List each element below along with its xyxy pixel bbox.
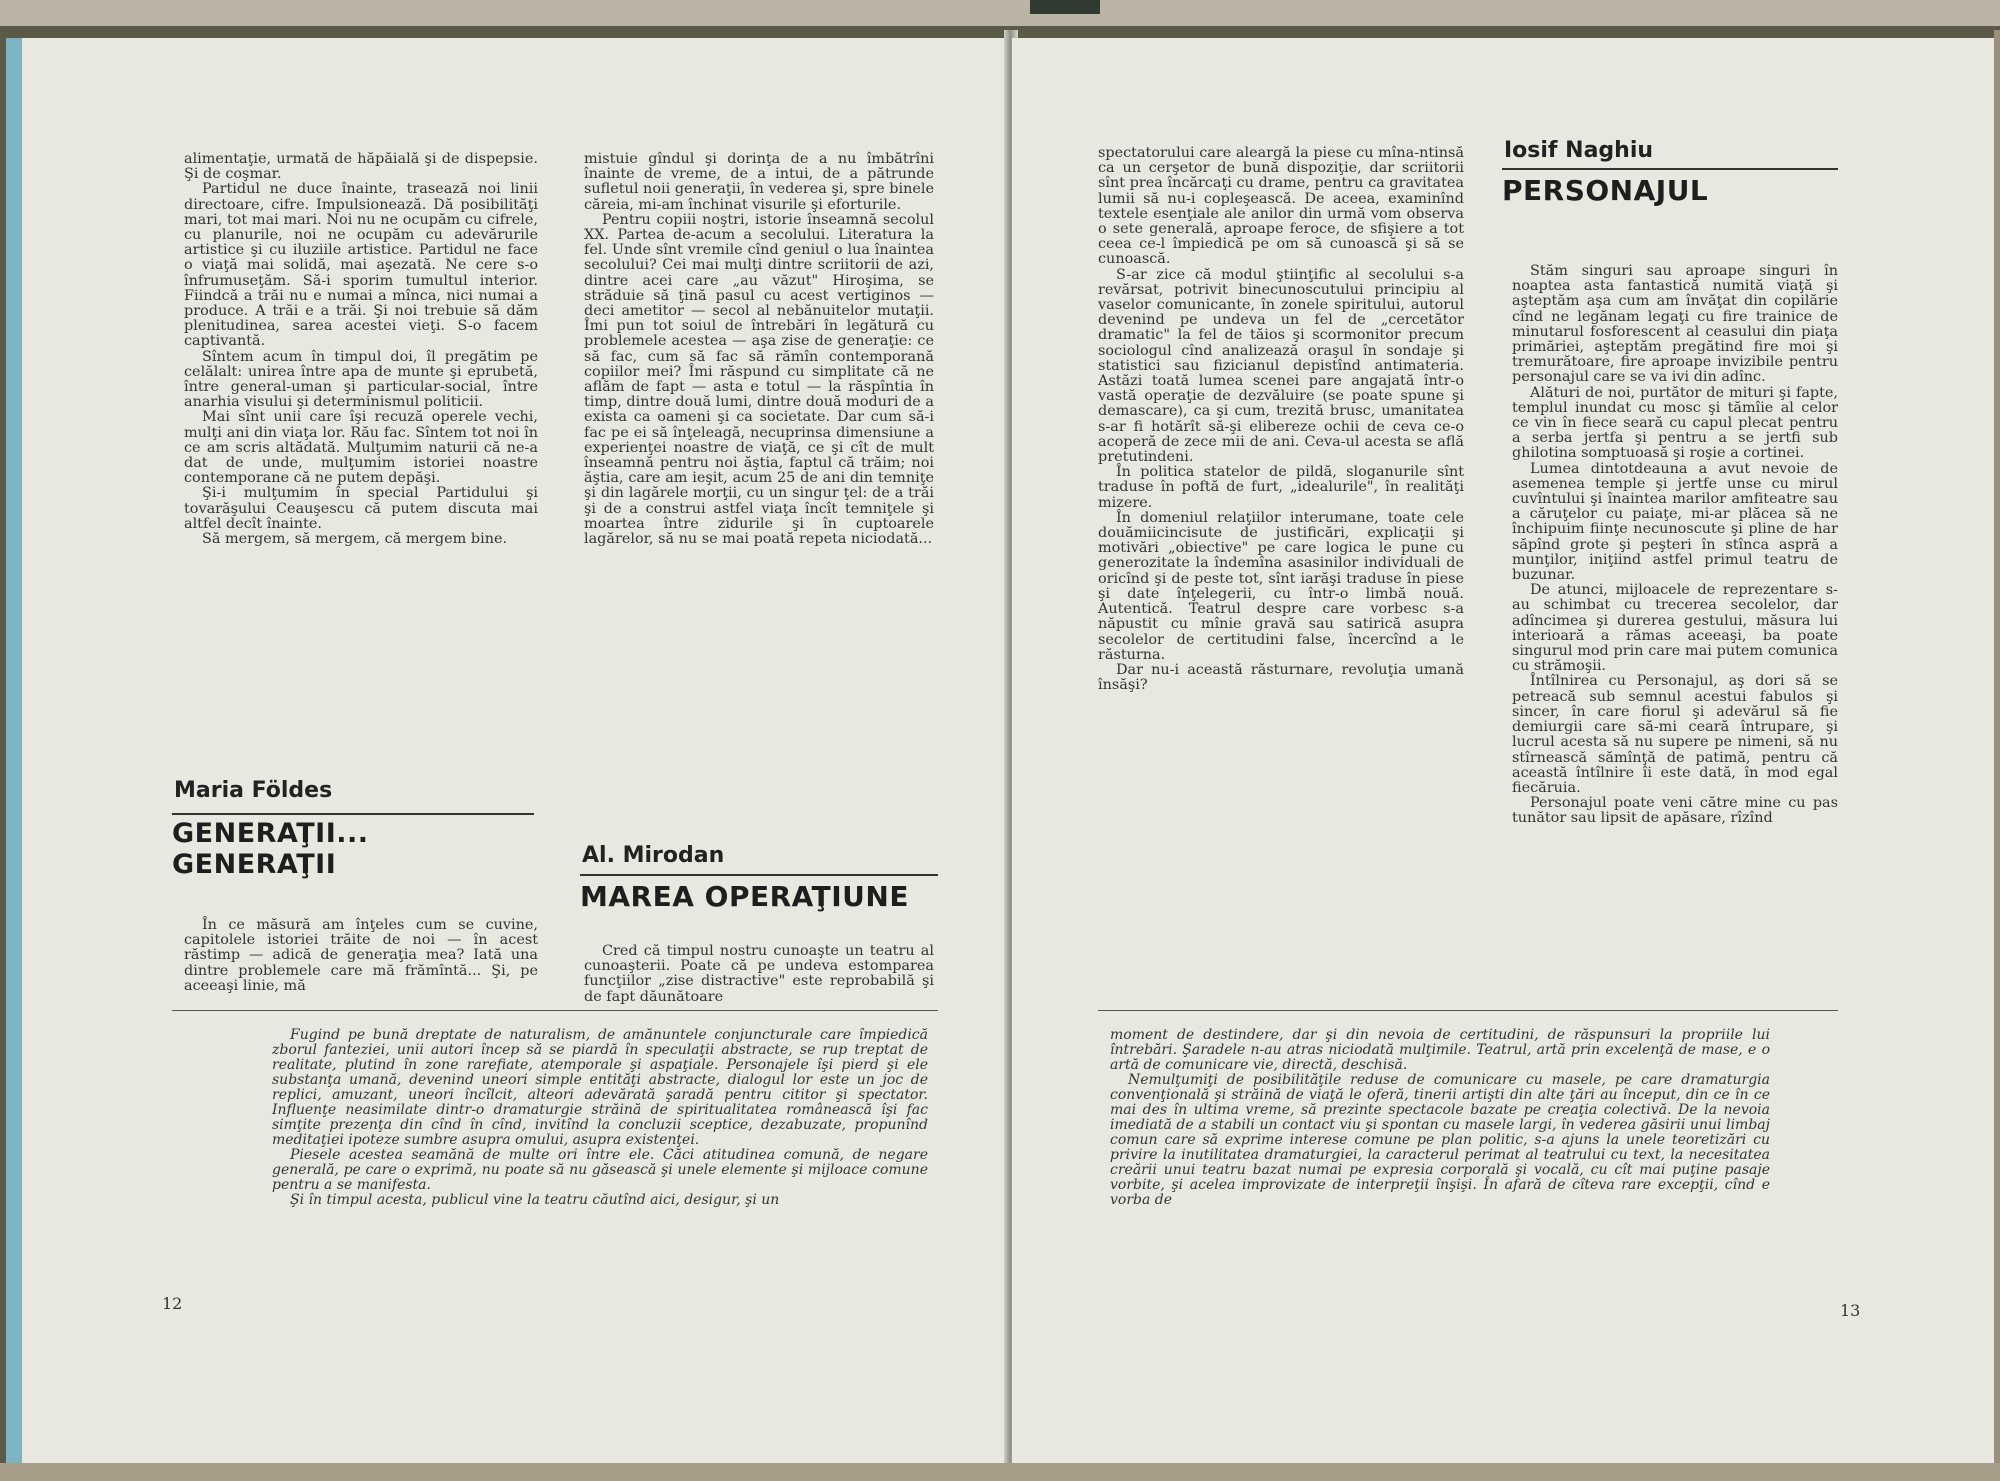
article-title: PERSONAJUL — [1502, 174, 1709, 207]
section-divider — [172, 1010, 938, 1011]
paragraph: Alături de noi, purtător de mituri şi fapte, templul inundat cu mosc şi tămîie al celor ce vin în fiece seară cu capul plecat pentru a serba jertfa şi pentru a se jertfi sub ghilotina somptuoasă şi roşie a cortinei. — [1512, 384, 1838, 462]
article-title: MAREA OPERAŢIUNE — [580, 880, 909, 913]
page-number: 12 — [162, 1294, 183, 1313]
paragraph: În domeniul relaţiilor interumane, toate cele douămiicincisute de justificări, explicaţii şi motivări „obiective" pe care logica le pune cu generozitate la îndemîna asasinilor individuali de oricînd şi de peste tot, sînt iarăşi traduse în piese şi date înţelegerii, cu într-o limbă nouă. Autentică. Teatrul despre care vorbesc s-a năpustit cu mînie gravă sau satirică asupra secolelor de certitudini false, încercînd a le răsturna. — [1098, 509, 1464, 663]
article-title — [172, 818, 369, 880]
paragraph: Fugind pe bună dreptate de naturalism, de amănuntele conjuncturale care împiedică zborul fanteziei, unii autori încep să se piardă în speculaţii abstracte, se rup treptat de realitate, plutind în zone rarefiate, atemporale şi aspaţiale. Personajele îşi pierd şi ele substanţa umană, devenind uneori simple entităţi abstracte, dialogul lor este un joc de replici, amuzant, uneori încîlcit, alteori adevărată şaradă pentru cititor şi spectator. Influenţe neasimilate dintr-o dramaturgie străină de spiritualitatea românească îşi fac simţite prezenţa din cînd în cînd, invitînd la concluzii sceptice, dezabuzate, propunînd meditaţiei ipoteze sumbre asupra omului, asupra existenţei. — [272, 1027, 928, 1148]
paragraph: În politica statelor de pildă, sloganurile sînt traduse în poftă de furt, „idealurile", în realităţi mizere. — [1098, 464, 1464, 511]
paragraph: Partidul ne duce înainte, trasează noi linii directoare, cifre. Impulsionează. Dă posibilităţi mari, tot mai mari. Noi nu ne ocupăm cu cifrele, cu planurile, noi ne ocupăm cu adevărurile artistice şi cu iluziile artistice. Partidul ne face o viaţă mai solidă, mai aşezată. Ne cere s-o înfrumuseţăm. Să-i sporim tumultul interior. Fiindcă a trăi nu e numai a mînca, nici numai a produce. A trăi e a trăi. Şi noi trebuie să dăm plenitudinea, sarea acestei vieţi. S-o facem captivantă. — [184, 181, 538, 350]
left-column-2 — [584, 152, 934, 547]
paragraph: Să mergem, să mergem, că mergem bine. — [202, 531, 508, 548]
article-author: Maria Földes — [174, 778, 333, 803]
section-divider — [1098, 1010, 1838, 1011]
book-cover-tab — [1030, 0, 1100, 14]
paragraph: De atunci, mijloacele de reprezentare s-au schimbat cu trecerea secolelor, dar adîncimea şi durerea gestului, măsura lui interioară a rămas aceeaşi, ba poate singurul mod prin care mai putem comunica cu strămoşii. — [1512, 582, 1838, 675]
title-line: GENERAŢII... — [172, 818, 369, 849]
scan-top-edge — [0, 0, 2000, 26]
paragraph: Şi în timpul acesta, publicul vine la teatru căutînd aici, desigur, şi un — [290, 1192, 780, 1208]
italic-editorial — [1110, 1028, 1770, 1208]
left-page — [6, 38, 1010, 1463]
book-edge-right — [1994, 30, 2000, 1481]
paragraph: Nemulţumiţi de posibilităţile reduse de comunicare cu masele, pe care dramaturgia convenţională şi străină de viaţă le oferă, tinerii artişti din alte ţări au început, din ce în ce mai des în ultima vreme, să prezinte spectacole bazate pe creaţia colectivă. De la nevoia imediată de a stabili un contact viu şi spontan cu masele largi, în vederea găsirii unui limbaj comun care să exprime interese comune pe plan politic, s-a ajuns la unele teoretizări cu privire la inutilitatea dramaturgiei, la caracterul perimat al teatrului cu text, la necesitatea creării unui teatru bazat numai pe expresia corporală şi vocală, cu cît mai puţine pasaje vorbite, şi acelea improvizate de interpreţii înşişi. În afară de cîteva rare excepţii, cînd e vorba de — [1110, 1072, 1770, 1208]
paragraph: Şi-i mulţumim în special Partidului şi tovarăşului Ceauşescu că putem discuta mai altfel decît înainte. — [184, 485, 538, 532]
paragraph: alimentaţie, urmată de hăpăială şi de dispepsie. Şi de coşmar. — [184, 151, 538, 183]
paragraph: Cred că timpul nostru cunoaşte un teatru al cunoaşterii. Poate că pe undeva estomparea funcţiilor „zise distractive" este reprobabilă şi de fapt dăunătoare — [584, 943, 934, 1005]
paragraph: moment de destindere, dar şi din nevoia de certitudini, de răspunsuri la propriile lui întrebări. Şaradele n-au atras niciodată mulţimile. Teatrul, artă prin excelenţă de mase, e o artă de comunicare vie, directă, deschisă. — [1110, 1027, 1770, 1073]
paragraph: Lumea dintotdeauna a avut nevoie de asemenea temple şi jertfe unse cu mirul cuvîntului şi înaintea marilor amfiteatre sau a căruţelor cu paiaţe, mi-ar plăcea să ne închipuim fiinţe necunoscute şi pline de har săpînd grote şi peşteri în stînca aspră a munţilor, iniţiind astfel primul teatru de buzunar. — [1512, 460, 1838, 584]
right-page — [1012, 38, 1994, 1463]
paragraph: Pentru copiii noştri, istorie înseamnă secolul XX. Partea de-acum a secolului. Literatura la fel. Unde sînt vremile cînd geniul o lua înaintea secolului? Cei mai mulţi dintre scriitorii de azi, dintre acei care „au văzut" Hiroşima, se străduie să ţină pasul cu acest vertiginos — deci ametitor — secol al nebănuitelor mutaţii. Îmi pun tot soiul de întrebări în legătură cu problemele acestea — aşa zise de generaţie: ce să fac, cum să fac să rămîn contemporană copiilor mei? Îmi răspund cu simplitate că ne aflăm de fapt — asta e totul — la răspîntia în timp, dintre două lumi, dintre două moduri de a exista ca oameni şi ca societate. Dar cum să-i fac pe ei să înţeleagă, necuprinsa dimensiune a experienţei noastre de viaţă, ce şi cît de mult înseamnă pentru noi ăştia, faptul că trăim; noi ăştia, care am ieşit, acum 25 de ani din temniţe şi din lagărele morţii, cu un singur ţel: de a trăi şi de a construi astfel viaţa încît temniţele şi moartea între zidurile şi în cuptoarele lagărelor, să nu se mai poată repeta niciodată... — [584, 211, 934, 548]
paragraph: Personajul poate veni către mine cu pas tunător sau lipsit de apăsare, rîzînd — [1512, 795, 1838, 827]
article-intro — [584, 944, 934, 1005]
paragraph: Stăm singuri sau aproape singuri în noaptea asta fantastică numită viaţă şi aşteptăm aşa cum am învăţat din copilărie cînd ne legănam legaţi cu fire trainice de minutarul fosforescent al ceasului din piaţa primăriei, aşteptăm pregătind fire moi şi tremurătoare, fire aproape invizibile pentru personajul care se va ivi din adînc. — [1512, 263, 1838, 386]
author-rule — [172, 813, 534, 815]
paragraph: În ce măsură am înţeles cum se cuvine, capitolele istoriei trăite de noi — în acest răstimp — adică de generaţia mea? Iată una dintre problemele care mă frămîntă... Şi, pe aceeaşi linie, mă — [184, 917, 538, 994]
right-column-1 — [1098, 146, 1464, 693]
title-line: GENERAŢII — [172, 849, 337, 880]
paragraph: mistuie gîndul şi dorinţa de a nu îmbătrîni înainte de vreme, de a intui, de a pătrunde sufletul noii generaţii, în vederea şi, spre binele căreia, mi-am închinat visurile şi eforturile. — [584, 151, 934, 213]
left-column-1 — [184, 152, 538, 547]
article-author: Iosif Naghiu — [1504, 138, 1654, 163]
article-intro — [184, 918, 538, 994]
page-number: 13 — [1840, 1301, 1861, 1320]
paragraph: Piesele acestea seamănă de multe ori între ele. Căci atitudinea comună, de negare generală, pe care o exprimă, nu poate să nu găsească şi unele elemente şi mijloace comune pentru a se manifesta. — [272, 1147, 928, 1193]
author-rule — [580, 874, 938, 876]
paragraph: spectatorului care aleargă la piese cu mîna-ntinsă ca un cerşetor de bună dispoziţie, dar scriitorii sînt prea încărcaţi cu drame, pentru ca gravitatea lumii să nu-i copleşească. De aceea, examinînd textele esenţiale ale anilor din urmă vom observa o sete generală, aproape feroce, de sfişiere a tot ceea ce-l împiedică pe om să cunoască şi să se cunoască. — [1098, 145, 1464, 268]
paragraph: Dar nu-i această răsturnare, revoluţia umană însăşi? — [1098, 661, 1464, 694]
paragraph: Întîlnirea cu Personajul, aş dori să se petreacă sub semnul acestui fabulos şi sincer, în care fiorul şi adevărul să fie demiurgii care să-mi ceară întrupare, şi lucrul acesta să nu supere pe nimeni, să nu stîrnească sămînţă de patimă, pentru că această întîlnire îi este dată, în mod egal fiecăruia. — [1512, 673, 1838, 796]
paragraph: Mai sînt unii care îşi recuză operele vechi, mulţi ani din viaţa lor. Rău fac. Sîntem tot noi în ce am scris altădată. Mulţumim naturii că ne-a dat de unde, mulţumim istoriei noastre contemporane că ne putem depăşi. — [184, 409, 538, 487]
book-edge-bottom — [0, 1463, 2000, 1481]
right-column-2 — [1512, 264, 1838, 827]
paragraph: S-ar zice că modul ştiinţific al secolului s-a revărsat, potrivit binecunoscutului principiu al vaselor comunicante, în zonele spiritului, autorul devenind pe undeva un fel de „cercetător dramatic" la fel de tăios şi scormonitor precum sociologul cînd analizează oraşul în sondaje şi statistici sau fizicianul depistînd antimateria. Astăzi toată lumea scenei pare angajată într-o vastă operaţie de dezvăluire (se poate spune şi demascare), ca şi cum, trezită brusc, umanitatea s-ar fi hotărît să-şi elibereze ochii de ceva ce-o acoperă de zece mii de ani. Ceva-ul acesta se află pretutindeni. — [1098, 266, 1464, 466]
paragraph: Sîntem acum în timpul doi, îl pregătim pe celălalt: unirea între apa de munte şi eprubetă, între general-uman şi particular-social, între anarhia visului şi determinismul politicii. — [184, 348, 538, 411]
italic-editorial — [272, 1028, 928, 1208]
author-rule — [1502, 168, 1838, 170]
article-author: Al. Mirodan — [582, 843, 725, 868]
